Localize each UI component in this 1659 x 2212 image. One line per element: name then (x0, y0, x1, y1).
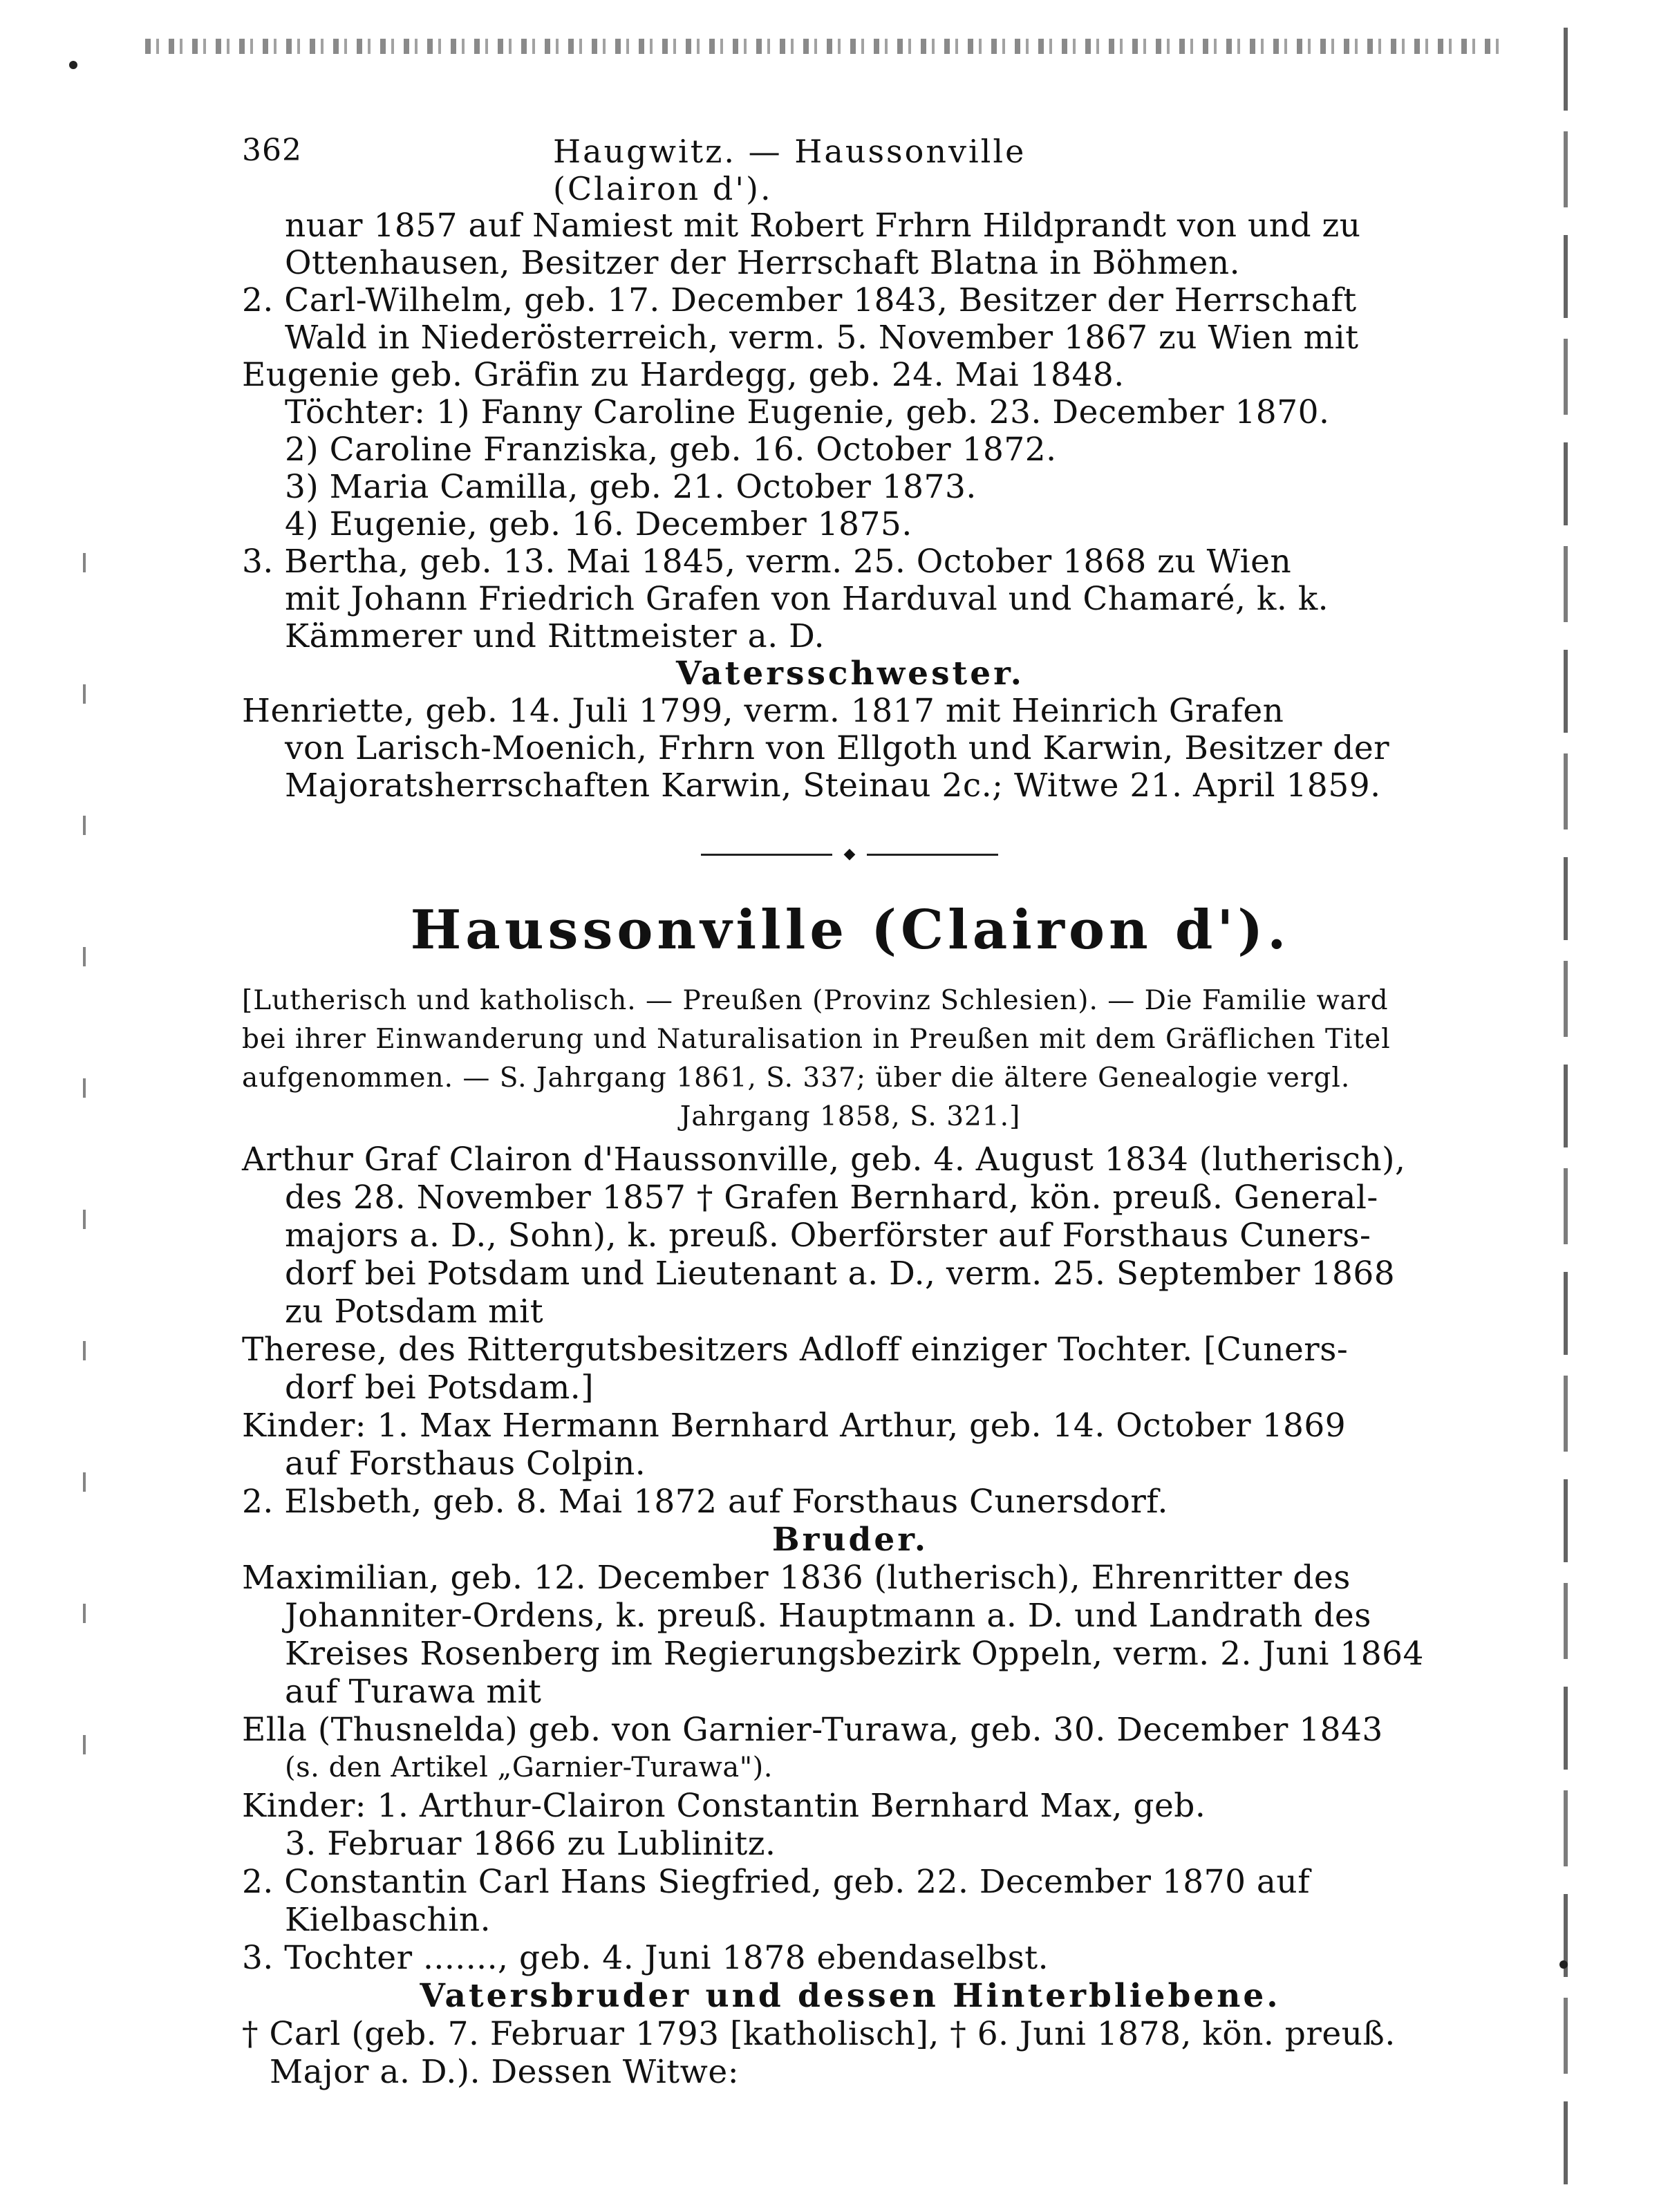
text-line: Therese, des Rittergutsbesitzers Adloff einziger Tochter. [Cuners- (242, 1331, 1349, 1369)
text-line: nuar 1857 auf Namiest mit Robert Frhrn Hildprandt von und zu (285, 207, 1361, 245)
text-line: Arthur Graf Clairon d'Haussonville, geb. 4. August 1834 (lutherisch), (242, 1141, 1406, 1179)
text-line: 2. Carl-Wilhelm, geb. 17. December 1843, Besitzer der Herrschaft (242, 281, 1357, 319)
text-line: Johanniter-Ordens, k. preuß. Hauptmann a. D. und Landrath des (285, 1597, 1371, 1635)
page-number: 362 (242, 133, 302, 168)
text-line: 3. Bertha, geb. 13. Mai 1845, verm. 25. October 1868 zu Wien (242, 543, 1292, 581)
text-line: Majoratsherrschaften Karwin, Steinau 2c.; Witwe 21. April 1859. (285, 767, 1381, 805)
text-line: † Carl (geb. 7. Februar 1793 [katholisch], † 6. Juni 1878, kön. preuß. (242, 2015, 1396, 2053)
note-line: [Lutherisch und katholisch. — Preußen (Provinz Schlesien). — Die Familie ward (242, 985, 1389, 1016)
text-line: Kämmerer und Rittmeister a. D. (285, 617, 825, 655)
text-line: Ottenhausen, Besitzer der Herrschaft Blatna in Böhmen. (285, 244, 1241, 282)
running-head (242, 133, 1168, 207)
text-line: zu Potsdam mit (285, 1293, 544, 1331)
text-line: von Larisch-Moenich, Frhrn von Ellgoth und Karwin, Besitzer der (285, 729, 1390, 767)
text-line: Eugenie geb. Gräfin zu Hardegg, geb. 24. Mai 1848. (242, 356, 1125, 394)
scan-edge-left (83, 553, 86, 1866)
text-line: 3) Maria Camilla, geb. 21. October 1873. (285, 468, 977, 506)
text-line: 4) Eugenie, geb. 16. December 1875. (285, 505, 912, 543)
ornamental-divider: ◆ (701, 847, 998, 861)
text-line: Wald in Niederösterreich, verm. 5. November 1867 zu Wien mit (285, 319, 1359, 357)
scan-speck (69, 61, 77, 69)
text-line: dorf bei Potsdam.] (285, 1369, 594, 1407)
text-line: Kinder: 1. Max Hermann Bernhard Arthur, geb. 14. October 1869 (242, 1407, 1347, 1445)
text-line: mit Johann Friedrich Grafen von Harduval und Chamaré, k. k. (285, 580, 1329, 618)
text-line: 2. Elsbeth, geb. 8. Mai 1872 auf Forsthaus Cunersdorf. (242, 1483, 1168, 1521)
text-line: Maximilian, geb. 12. December 1836 (lutherisch), Ehrenritter des (242, 1559, 1351, 1597)
text-line: Ella (Thusnelda) geb. von Garnier-Turawa, geb. 30. December 1843 (242, 1711, 1383, 1749)
text-line: Kielbaschin. (285, 1901, 491, 1939)
note-line: bei ihrer Einwanderung und Naturalisation in Preußen mit dem Gräflichen Titel (242, 1024, 1391, 1055)
text-line: Major a. D.). Dessen Witwe: (270, 2053, 740, 2091)
text-line: 3. Tochter ......., geb. 4. Juni 1878 ebendaselbst. (242, 1939, 1049, 1977)
section-subheading: Bruder. (771, 1521, 929, 1559)
scan-speck (1559, 1960, 1568, 1969)
section-subheading: Vatersbruder und dessen Hinterbliebene. (420, 1977, 1281, 2015)
text-line: 2. Constantin Carl Hans Siegfried, geb. 22. December 1870 auf (242, 1863, 1311, 1901)
note-line: Jahrgang 1858, S. 321.] (679, 1101, 1021, 1132)
text-line: auf Forsthaus Colpin. (285, 1445, 646, 1483)
text-line: Henriette, geb. 14. Juli 1799, verm. 1817 mit Heinrich Grafen (242, 692, 1284, 730)
text-line: (s. den Artikel „Garnier-Turawa"). (285, 1752, 773, 1783)
scan-edge-top (145, 39, 1500, 54)
text-line: majors a. D., Sohn), k. preuß. Oberförster auf Forsthaus Cuners- (285, 1217, 1371, 1255)
note-line: aufgenommen. — S. Jahrgang 1861, S. 337; über die ältere Genealogie vergl. (242, 1062, 1351, 1094)
scan-edge-right (1564, 28, 1568, 2198)
lower-section (242, 1141, 1459, 2091)
article-heading: Haussonville (Clairon d'). (410, 899, 1291, 962)
text-line: Töchter: 1) Fanny Caroline Eugenie, geb. 23. December 1870. (285, 393, 1330, 431)
text-line: 3. Februar 1866 zu Lublinitz. (285, 1825, 776, 1863)
text-line: dorf bei Potsdam und Lieutenant a. D., verm. 25. September 1868 (285, 1255, 1396, 1293)
section-subheading: Vatersschwester. (676, 655, 1024, 693)
text-line: Kinder: 1. Arthur-Clairon Constantin Bernhard Max, geb. (242, 1787, 1206, 1825)
text-line: Kreises Rosenberg im Regierungsbezirk Oppeln, verm. 2. Juni 1864 (285, 1635, 1424, 1673)
text-line: des 28. November 1857 † Grafen Bernhard, kön. preuß. General- (285, 1179, 1378, 1217)
article-note (242, 982, 1459, 1136)
text-line: auf Turawa mit (285, 1673, 542, 1711)
text-line: 2) Caroline Franziska, geb. 16. October 1872. (285, 431, 1057, 469)
upper-section (242, 207, 1459, 805)
running-title: Haugwitz. — Haussonville (Clairon d'). (553, 133, 1027, 207)
